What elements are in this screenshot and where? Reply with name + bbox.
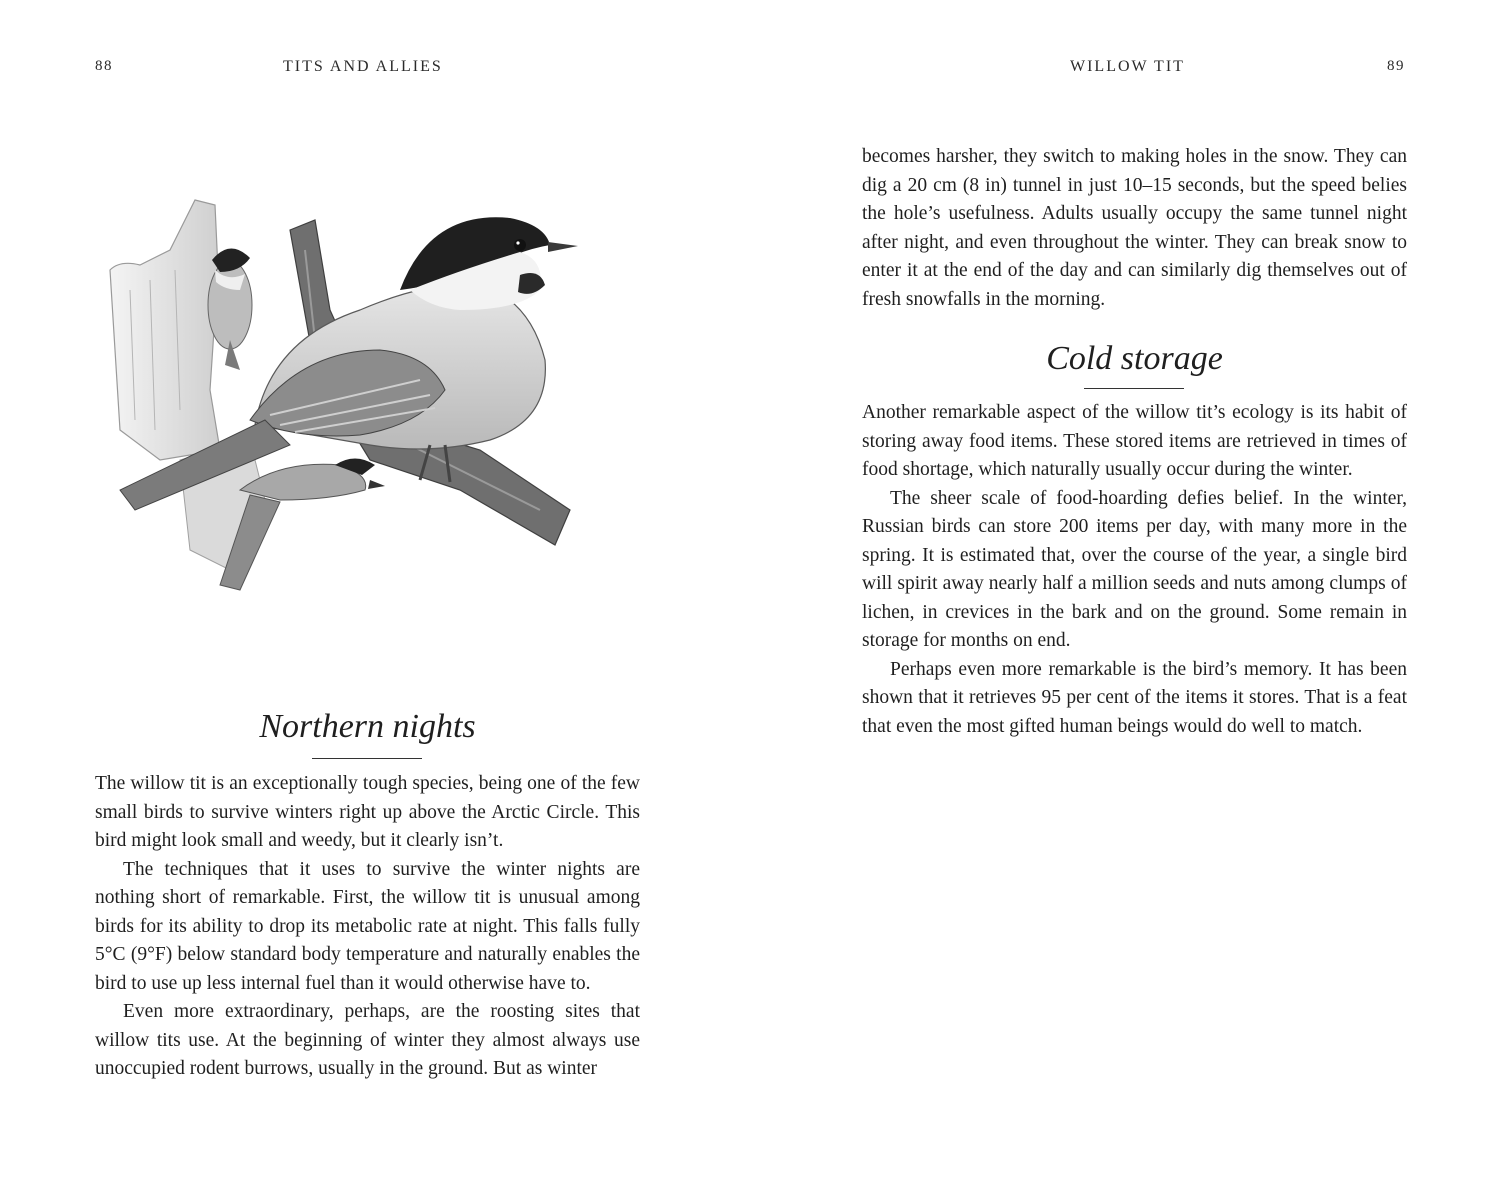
running-head-right: WILLOW TIT bbox=[1070, 58, 1185, 75]
willow-tit-illustration bbox=[100, 190, 600, 600]
paragraph: The willow tit is an exceptionally tough species, being one of the few small birds to survive winters right up above the Arctic Circle. This bird might look small and weedy, but it clearly isn’t. bbox=[95, 773, 640, 851]
section-heading-cold-storage: Cold storage bbox=[1046, 340, 1223, 377]
body-text-right-continued bbox=[862, 143, 1407, 314]
right-page bbox=[750, 0, 1500, 1200]
paragraph: The sheer scale of food-hoarding defies belief. In the winter, Russian birds can store 200 items per day, with many more in the spring. It is estimated that, over the course of the year, a single bird will spirit away nearly half a million seeds and nuts among clumps of lichen, in crevices in the bark and on the ground. Some remain in storage for months on end. bbox=[862, 487, 1407, 651]
paragraph: The techniques that it uses to survive the winter nights are nothing short of remarkable. First, the willow tit is unusual among birds for its ability to drop its metabolic rate at night. This falls fully 5°C (9°F) below standard body temperature and naturally enables the bird to use up less internal fuel than it would otherwise have to. bbox=[95, 858, 640, 994]
page-number-left: 88 bbox=[95, 58, 113, 74]
heading-rule-left bbox=[312, 758, 422, 759]
paragraph: Even more extraordinary, perhaps, are the roosting sites that willow tits use. At the beginning of winter they almost always use unoccupied rodent burrows, usually in the ground. But as winter bbox=[95, 1001, 640, 1079]
paragraph: Another remarkable aspect of the willow tit’s ecology is its habit of storing away food items. These stored items are retrieved in times of food shortage, which naturally usually occur during the winter. bbox=[862, 402, 1407, 480]
page-number-right: 89 bbox=[1387, 58, 1405, 74]
paragraph: Perhaps even more remarkable is the bird’s memory. It has been shown that it retrieves 95 per cent of the items it stores. That is a feat that even the most gifted human beings would do well to match. bbox=[862, 658, 1407, 737]
paragraph: becomes harsher, they switch to making holes in the snow. They can dig a 20 cm (8 in) tunnel in just 10–15 seconds, but the speed belies the hole’s usefulness. Adults usually occupy the same tunnel night after night, and even throughout the winter. They can break snow to enter it at the end of the day and can similarly dig themselves out of fresh snowfalls in the morning. bbox=[862, 146, 1407, 310]
heading-rule-right bbox=[1084, 388, 1184, 389]
body-text-left bbox=[95, 770, 640, 1084]
body-text-right bbox=[862, 399, 1407, 741]
running-head-left: TITS AND ALLIES bbox=[283, 58, 443, 75]
section-heading-northern-nights: Northern nights bbox=[259, 708, 476, 745]
